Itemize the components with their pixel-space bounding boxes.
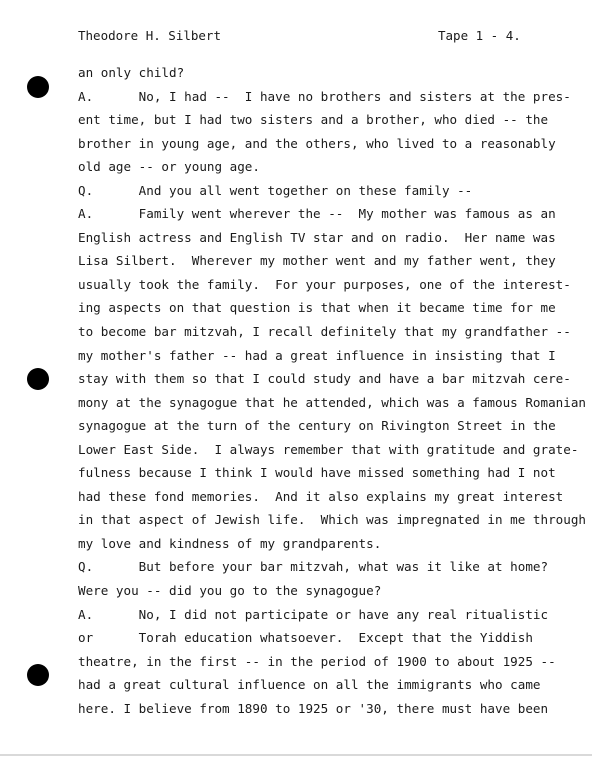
transcript-line: to become bar mitzvah, I recall definitely that my grandfather -- — [78, 324, 571, 340]
tape-label: Tape 1 - 4. — [438, 28, 521, 43]
transcript-line: here. I believe from 1890 to 1925 or '30, there must have been — [78, 700, 549, 716]
binder-hole-bottom — [27, 664, 49, 686]
transcript-line: fulness because I think I would have missed something had I not — [78, 465, 556, 481]
transcript-line: had these fond memories. And it also explains my great interest — [78, 488, 564, 504]
binder-hole-top — [27, 76, 49, 98]
transcript-line: A. No, I had -- I have no brothers and sisters at the pres- — [78, 88, 571, 104]
transcript-line: my love and kindness of my grandparents. — [78, 535, 382, 551]
transcript-line: stay with them so that I could study and have a bar mitzvah cere- — [78, 371, 571, 387]
transcript-line: ing aspects on that question is that when it became time for me — [78, 300, 556, 316]
transcript-body — [78, 61, 586, 720]
transcript-line: Q. And you all went together on these family -- — [78, 182, 473, 198]
transcript-line: A. Family went wherever the -- My mother was famous as an — [78, 206, 556, 222]
transcript-line: had a great cultural influence on all the immigrants who came — [78, 677, 541, 693]
binder-hole-middle — [27, 368, 49, 390]
transcript-line: old age -- or young age. — [78, 159, 260, 175]
transcript-line: synagogue at the turn of the century on Rivington Street in the — [78, 418, 556, 434]
transcript-line: ent time, but I had two sisters and a brother, who died -- the — [78, 112, 549, 128]
transcript-line: an only child? — [78, 65, 185, 80]
transcript-line: my mother's father -- had a great influence in insisting that I — [78, 347, 556, 363]
transcript-line: Were you -- did you go to the synagogue? — [78, 583, 382, 599]
transcript-line: in that aspect of Jewish life. Which was impregnated in me through — [78, 512, 586, 528]
transcript-line: theatre, in the first -- in the period of 1900 to about 1925 -- — [78, 653, 556, 669]
page-bottom-edge — [0, 754, 592, 756]
interviewee-name: Theodore H. Silbert — [78, 28, 221, 43]
transcript-line: Lower East Side. I always remember that with gratitude and grate- — [78, 441, 579, 457]
transcript-line: Q. But before your bar mitzvah, what was it like at home? — [78, 559, 549, 575]
transcript-line: or Torah education whatsoever. Except that the Yiddish — [78, 630, 533, 646]
transcript-line: mony at the synagogue that he attended, which was a famous Romanian — [78, 394, 586, 410]
transcript-line: English actress and English TV star and on radio. Her name was — [78, 229, 556, 245]
transcript-line: brother in young age, and the others, who lived to a reasonably — [78, 135, 556, 151]
transcript-line: Lisa Silbert. Wherever my mother went and my father went, they — [78, 253, 556, 269]
transcript-line: A. No, I did not participate or have any real ritualistic — [78, 606, 549, 622]
transcript-line: usually took the family. For your purposes, one of the interest- — [78, 276, 571, 292]
